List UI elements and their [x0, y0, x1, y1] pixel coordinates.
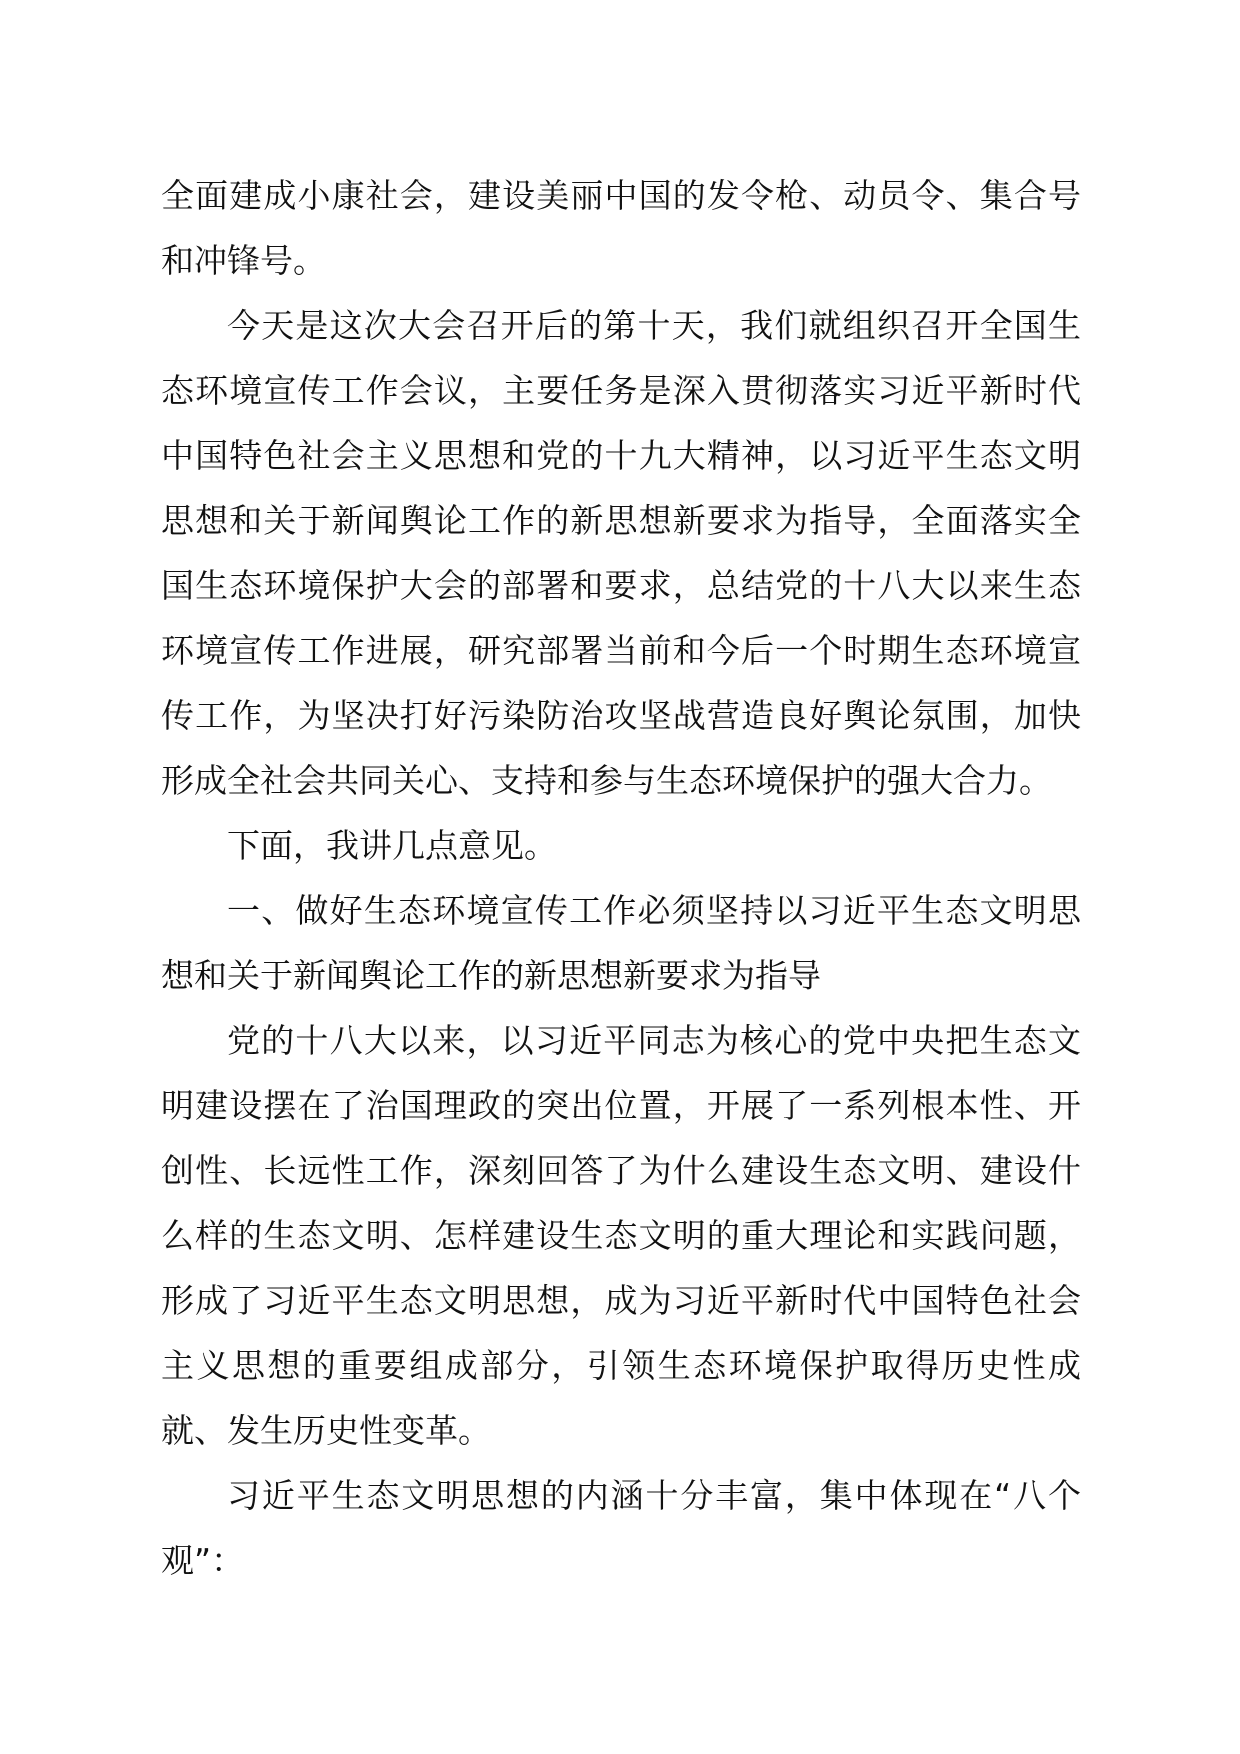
paragraph-eight-views: 习近平生态文明思想的内涵十分丰富，集中体现在“八个观”：: [161, 1476, 1081, 1580]
paragraph-continuation: 全面建成小康社会，建设美丽中国的发令枪、动员令、集合号和冲锋号。: [161, 176, 1081, 280]
paragraph-party-achievements: 党的十八大以来，以习近平同志为核心的党中央把生态文明建设摆在了治国理政的突出位置，开展了一系列根本性、开创性、长远性工作，深刻回答了为什么建设生态文明、建设什么样的生态文明、怎样建设生态文明的重大理论和实践问题，形成了习近平生态文明思想，成为习近平新时代中国特色社会主义思想的重要组成部分，引领生态环境保护取得历史性成就、发生历史性变革。: [161, 1021, 1081, 1450]
paragraph-intro: 下面，我讲几点意见。: [227, 826, 557, 865]
document-page: [161, 163, 1081, 1593]
section-heading-1: 一、做好生态环境宣传工作必须坚持以习近平生态文明思想和关于新闻舆论工作的新思想新要求为指导: [161, 891, 1081, 995]
paragraph-meeting-purpose: 今天是这次大会召开后的第十天，我们就组织召开全国生态环境宣传工作会议，主要任务是深入贯彻落实习近平新时代中国特色社会主义思想和党的十九大精神，以习近平生态文明思想和关于新闻舆论工作的新思想新要求为指导，全面落实全国生态环境保护大会的部署和要求，总结党的十八大以来生态环境宣传工作进展，研究部署当前和今后一个时期生态环境宣传工作，为坚决打好污染防治攻坚战营造良好舆论氛围，加快形成全社会共同关心、支持和参与生态环境保护的强大合力。: [161, 306, 1081, 800]
